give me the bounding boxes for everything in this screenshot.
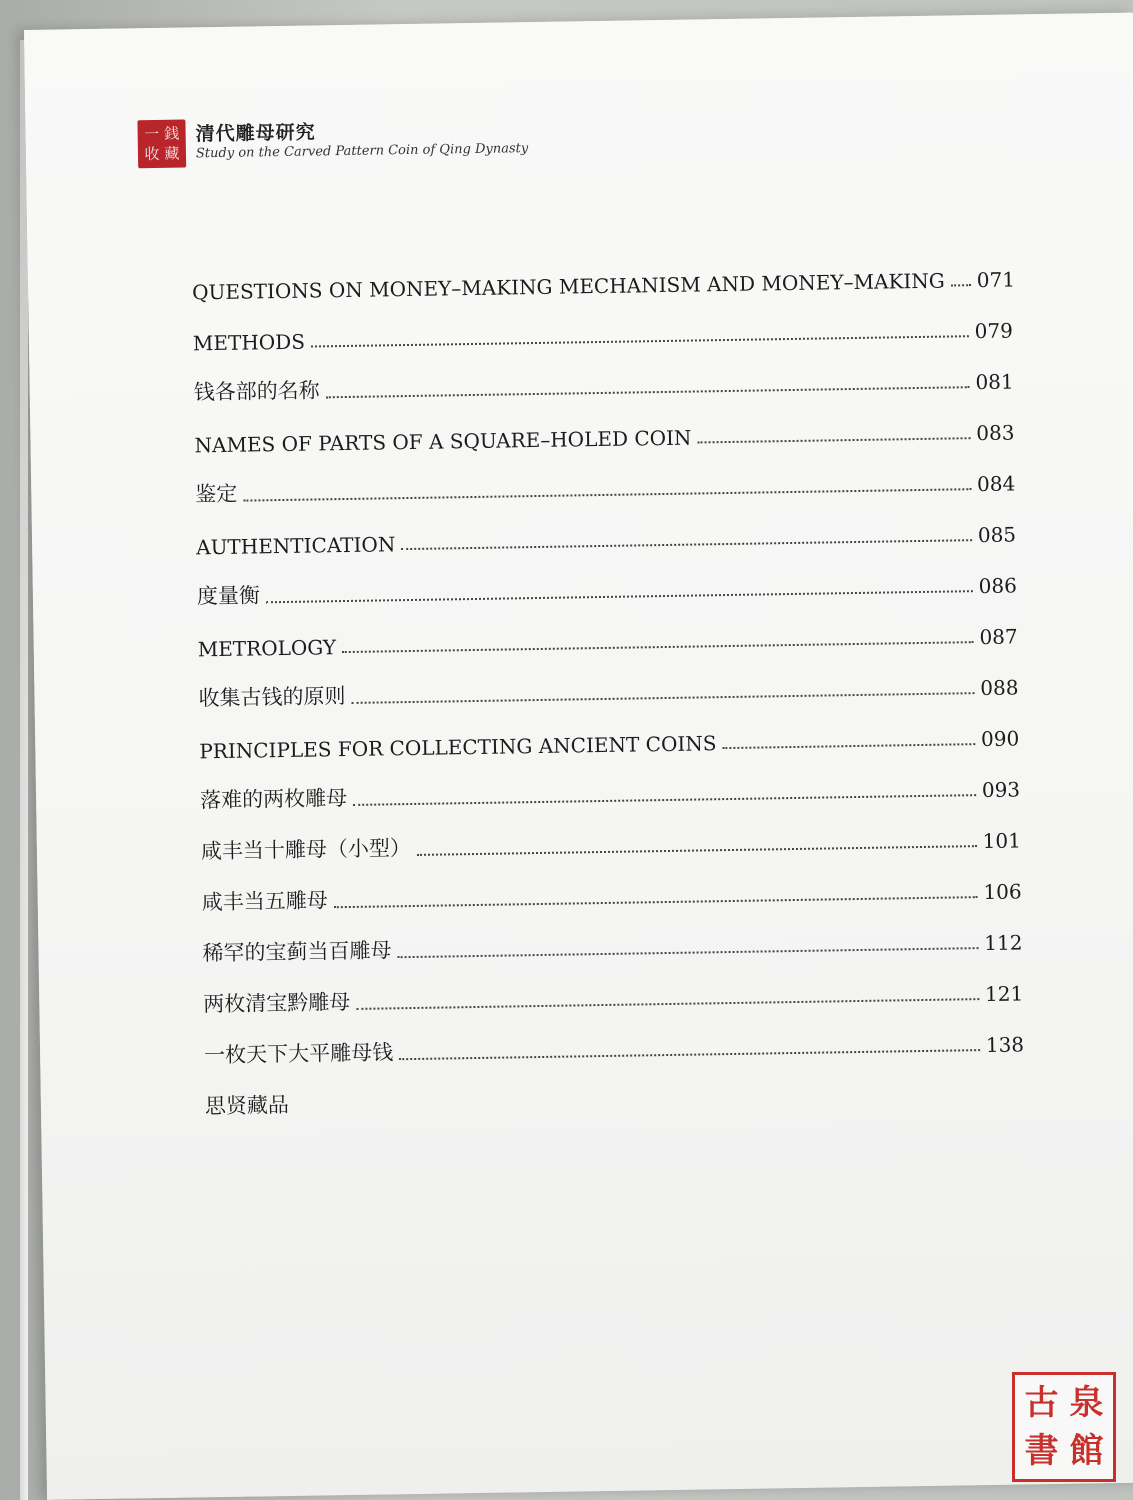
toc-entry-page: 138 bbox=[985, 1032, 1025, 1058]
dot-leader bbox=[311, 335, 969, 347]
publisher-seal bbox=[137, 119, 186, 168]
book-page bbox=[24, 13, 1133, 1500]
table-of-contents bbox=[192, 243, 1026, 1123]
collector-stamp bbox=[1012, 1372, 1116, 1482]
toc-entry-page: 083 bbox=[976, 420, 1015, 446]
dot-leader bbox=[398, 947, 979, 958]
seal-char: 一 bbox=[143, 124, 160, 144]
toc-entry-title: 落难的两枚雕母 bbox=[199, 786, 348, 813]
toc-entry-title: AUTHENTICATION bbox=[195, 532, 396, 560]
toc-entry-title: 咸丰当五雕母 bbox=[201, 888, 328, 915]
dot-leader bbox=[698, 437, 971, 443]
toc-entry-title: QUESTIONS ON MONEY–MAKING MECHANISM AND MONEY–MAKING bbox=[191, 268, 945, 305]
toc-entry-page: 088 bbox=[980, 675, 1019, 701]
toc-entry-page: 084 bbox=[976, 471, 1016, 497]
stamp-char: 書 bbox=[1024, 1431, 1059, 1471]
toc-entry-page: 101 bbox=[982, 828, 1022, 854]
toc-entry-title: 两枚清宝黔雕母 bbox=[203, 989, 351, 1017]
dot-leader bbox=[399, 1049, 980, 1060]
dot-leader bbox=[342, 641, 973, 653]
toc-entry-page: 081 bbox=[975, 369, 1014, 395]
toc-entry-page: 079 bbox=[974, 318, 1014, 344]
toc-entry-page: 093 bbox=[981, 777, 1021, 803]
dot-leader bbox=[356, 998, 979, 1010]
toc-entry-title: PRINCIPLES FOR COLLECTING ANCIENT COINS bbox=[199, 731, 717, 764]
dot-leader bbox=[417, 845, 977, 856]
dot-leader bbox=[353, 794, 976, 806]
toc-entry-page: 106 bbox=[983, 879, 1022, 905]
toc-entry-title: 思贤藏品 bbox=[204, 1092, 290, 1119]
toc-entry-title: 咸丰当十雕母（小型） bbox=[200, 836, 412, 864]
seal-char: 藏 bbox=[164, 144, 180, 163]
toc-entry-title: NAMES OF PARTS OF A SQUARE–HOLED COIN bbox=[194, 425, 692, 458]
stamp-char: 古 bbox=[1024, 1383, 1059, 1423]
dot-leader bbox=[334, 896, 978, 908]
toc-entry-page: 121 bbox=[984, 981, 1024, 1007]
toc-entry-title: 鉴定 bbox=[195, 481, 238, 507]
toc-entry-title: METROLOGY bbox=[197, 635, 337, 662]
running-header bbox=[137, 120, 529, 176]
dot-leader bbox=[723, 743, 976, 749]
toc-entry-title: 钱各部的名称 bbox=[193, 378, 320, 405]
toc-entry-title: 稀罕的宝蓟当百雕母 bbox=[202, 938, 392, 966]
book-subtitle: Study on the Carved Pattern Coin of Qing Dynasty bbox=[195, 141, 529, 162]
toc-entry-title: 度量衡 bbox=[196, 583, 261, 609]
toc-entry-title: METHODS bbox=[192, 329, 306, 356]
toc-entry-page: 090 bbox=[980, 726, 1020, 752]
toc-entry-title: 一枚天下大平雕母钱 bbox=[203, 1040, 394, 1068]
stamp-char: 館 bbox=[1069, 1431, 1104, 1471]
toc-entry-page: 071 bbox=[976, 267, 1016, 293]
toc-entry-title: 收集古钱的原则 bbox=[198, 684, 346, 711]
dot-leader bbox=[326, 386, 970, 398]
dot-leader bbox=[352, 692, 975, 704]
seal-char: 銭 bbox=[163, 124, 180, 143]
toc-entry-page: 085 bbox=[977, 522, 1017, 548]
seal-char: 收 bbox=[144, 144, 160, 164]
dot-leader bbox=[401, 539, 972, 550]
book-title: 清代雕母研究 bbox=[195, 121, 316, 146]
toc-entry-page: 112 bbox=[984, 930, 1023, 956]
stamp-char: 泉 bbox=[1069, 1383, 1104, 1423]
dot-leader bbox=[951, 284, 971, 286]
toc-entry-page: 086 bbox=[978, 573, 1018, 599]
toc-entry-page: 087 bbox=[979, 624, 1018, 650]
